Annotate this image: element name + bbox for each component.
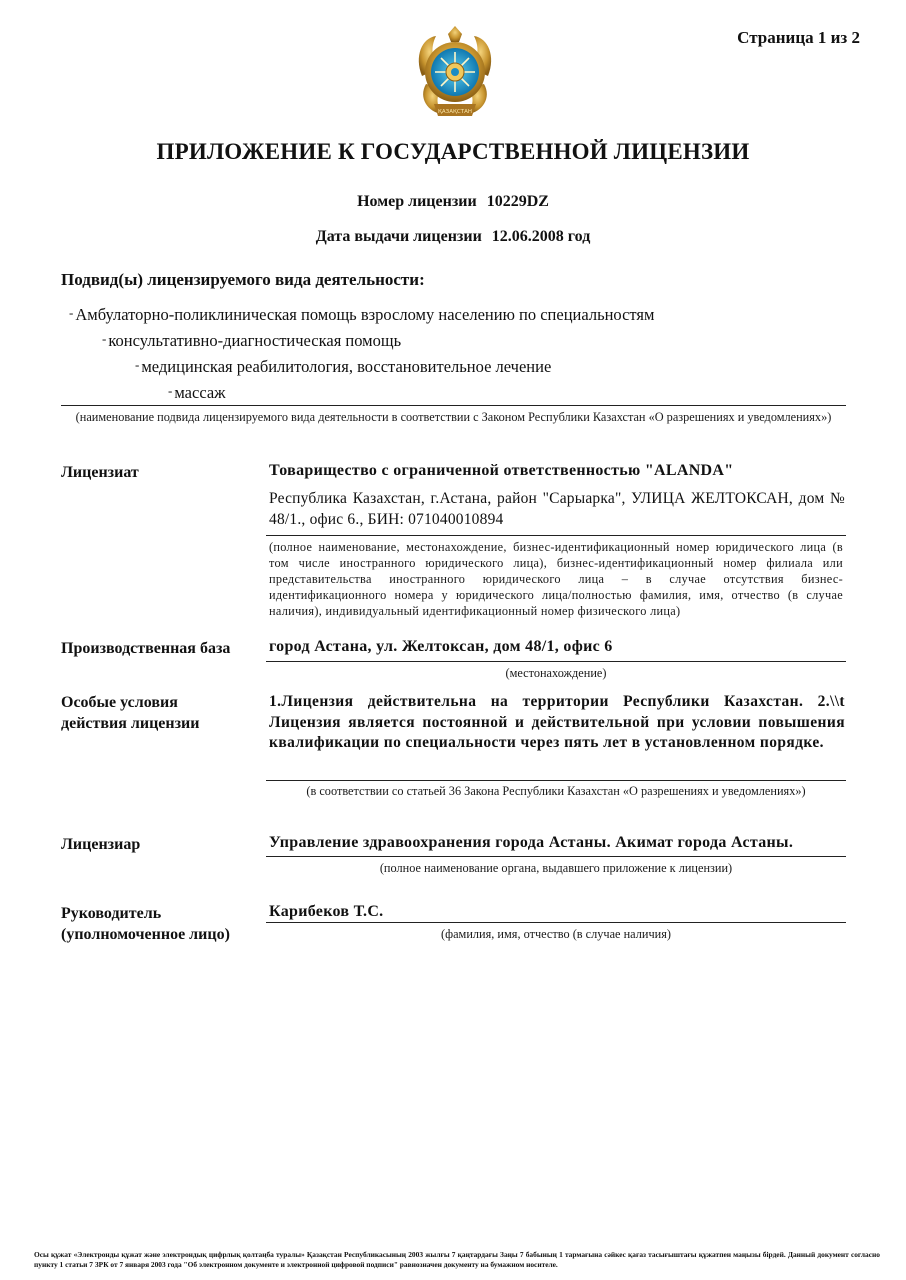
special-conditions-value: 1.Лицензия действительна на территории Республики Казахстан. 2.\\t Лицензия является постоянной и действительной при условии повышения квалификации по специальности через пять лет в установленном порядке. (269, 693, 845, 751)
licensee-note: (полное наименование, местонахождение, бизнес-идентификационный номер юридического лица (в том числе иностранного юридического лица), бизнес-идентификационный номер филиала или представительства иностранного юридического лица – в случае отсутствия бизнес-идентификационного номера у юридического лица/полностью фамилия, имя, отчество (в случае наличия), индивидуальный идентификационный номер физического лица) (269, 540, 843, 618)
licensee-name: Товарищество с ограниченной ответственностью "ALANDA" (269, 462, 734, 479)
special-conditions-label: Особые условия действия лицензии (61, 694, 200, 732)
licensor-note: (полное наименование органа, выдавшего приложение к лицензии) (379, 861, 733, 875)
head-value: Карибеков Т.С. (269, 903, 384, 920)
head-label: Руководитель (уполномоченное лицо) (61, 905, 230, 943)
license-date-label: Дата выдачи лицензии (315, 228, 482, 245)
head-divider (266, 922, 846, 923)
subtype-item: - консультативно-диагностическая помощь (102, 331, 402, 350)
production-base-label: Производственная база (61, 640, 231, 657)
footer-legal-note: Осы құжат «Электронды құжат және электрондық цифрлық қолтаңба туралы» Қазақстан Республикасының 2003 жылғы 7 қаңтардағы Заңы 7 бабының 1 тармағына сәйкес қағаз тасығыштағы құжатпен маңызы бірдей. Данный документ согласно пункту 1 статьи 7 ЗРК от 7 января 2003 года "Об электронном документе и электронной цифровой подписи" равнозначен документу на бумажном носителе. (34, 1250, 880, 1269)
license-number-value: 10229DZ (486, 193, 549, 210)
license-number-row (0, 193, 906, 211)
licensee-address: Республика Казахстан, г.Астана, район "Сарыарка", УЛИЦА ЖЕЛТОКСАН, дом № 48/1., офис 6., БИН: 071040010894 (269, 490, 845, 528)
special-conditions-note: (в соответствии со статьей 36 Закона Республики Казахстан «О разрешениях и уведомлениях») (306, 784, 806, 798)
production-base-divider (266, 661, 846, 662)
subtypes-divider (61, 405, 846, 406)
subtype-item: - массаж (168, 383, 226, 402)
subtypes-heading: Подвид(ы) лицензируемого вида деятельности: (61, 270, 425, 289)
state-emblem-icon (412, 26, 498, 122)
subtype-item: - медицинская реабилитология, восстановительное лечение (135, 357, 552, 376)
license-date-row (0, 228, 906, 246)
page-title: ПРИЛОЖЕНИЕ К ГОСУДАРСТВЕННОЙ ЛИЦЕНЗИИ (156, 139, 750, 164)
licensor-value: Управление здравоохранения города Астаны. Акимат города Астаны. (269, 834, 794, 851)
license-number-label: Номер лицензии (357, 193, 477, 210)
head-note: (фамилия, имя, отчество (в случае наличия) (441, 927, 671, 941)
production-base-value: город Астана, ул. Желтоксан, дом 48/1, офис 6 (269, 638, 613, 655)
license-date-value: 12.06.2008 год (491, 228, 591, 245)
subtype-item: - Амбулаторно-поликлиническая помощь взрослому населению по специальностям (69, 305, 655, 324)
page-number: Страница 1 из 2 (737, 28, 860, 47)
special-conditions-divider (266, 780, 846, 781)
licensee-divider (266, 535, 846, 536)
licensee-label: Лицензиат (61, 464, 139, 481)
licensor-label: Лицензиар (61, 836, 141, 853)
emblem-text: ҚАЗАҚСТАН (438, 109, 472, 115)
production-base-note: (местонахождение) (505, 666, 607, 680)
licensor-divider (266, 856, 846, 857)
subtypes-note: (наименование подвида лицензируемого вида деятельности в соответствии с Законом Республики Казахстан «О разрешениях и уведомлениях») (75, 410, 832, 424)
